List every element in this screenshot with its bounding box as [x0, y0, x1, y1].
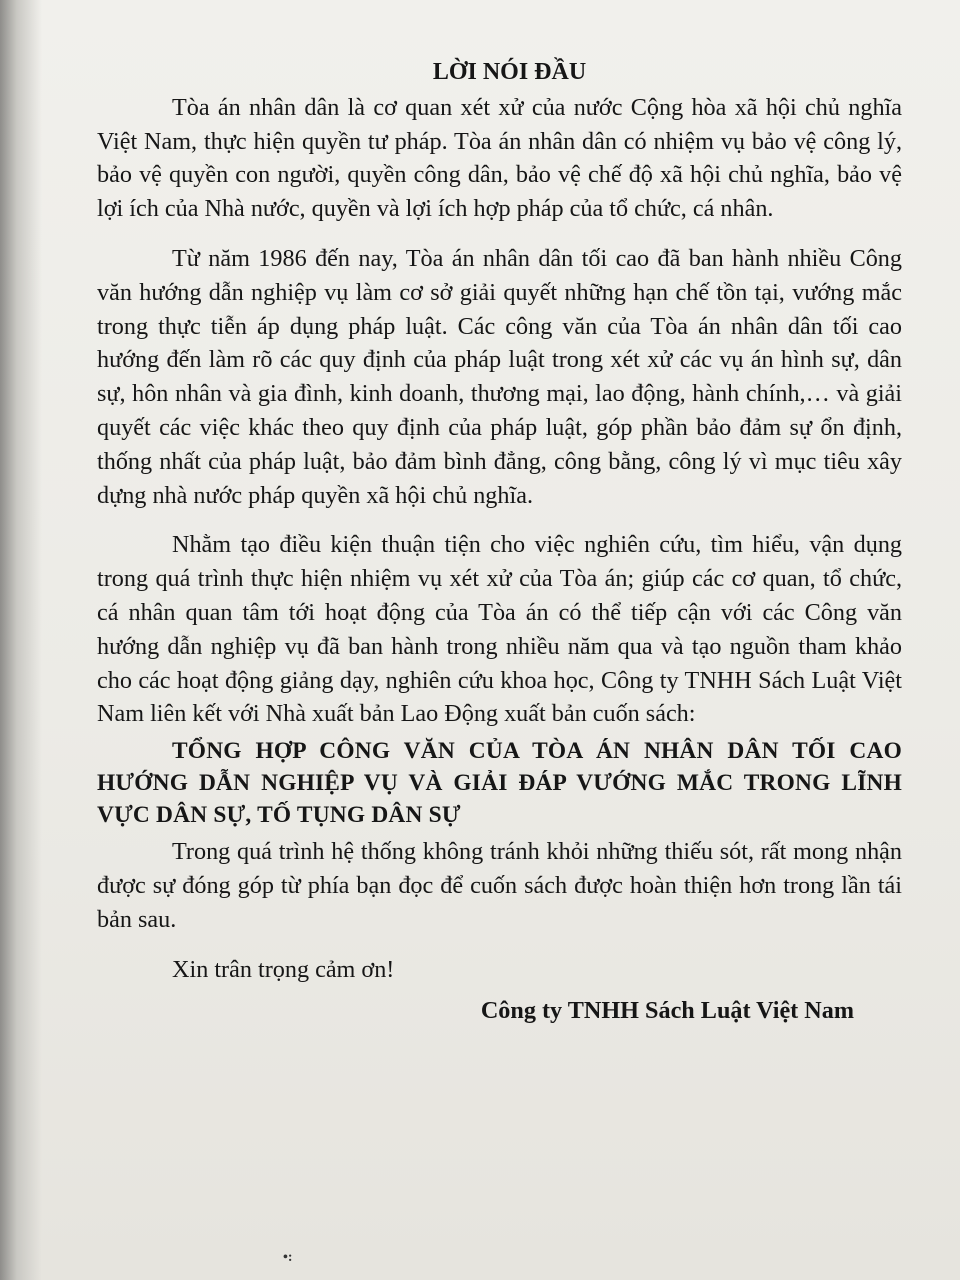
- closing-paragraph: Trong quá trình hệ thống không tránh khỏi những thiếu sót, rất mong nhận được sự đóng góp từ phía bạn đọc để cuốn sách được hoàn thiện hơn trong lần tái bản sau.: [97, 838, 902, 933]
- page-mark: •:: [283, 1250, 293, 1265]
- book-title: TỔNG HỢP CÔNG VĂN CỦA TÒA ÁN NHÂN DÂN TỐI CAO HƯỚNG DẪN NGHIỆP VỤ VÀ GIẢI ĐÁP VƯỚNG MẮC TRONG LĨNH VỰC DÂN SỰ, TỐ TỤNG DÂN SỰ: [97, 738, 902, 829]
- signature: Công ty TNHH Sách Luật Việt Nam: [480, 997, 854, 1025]
- paragraph-3: Nhằm tạo điều kiện thuận tiện cho việc nghiên cứu, tìm hiểu, vận dụng trong quá trình thực hiện nhiệm vụ xét xử của Tòa án; giúp các cơ quan, tổ chức, cá nhân quan tâm tới hoạt động của Tòa án có thể tiếp cận với các Công văn hướng dẫn nghiệp vụ đã ban hành trong nhiều năm qua và tạo nguồn tham khảo cho các hoạt động giảng dạy, nghiên cứu khoa học, Công ty TNHH Sách Luật Việt Nam liên kết với Nhà xuất bản Lao Động xuất bản cuốn sách:: [97, 531, 902, 728]
- paragraph-2: Từ năm 1986 đến nay, Tòa án nhân dân tối cao đã ban hành nhiều Công văn hướng dẫn nghiệp vụ làm cơ sở giải quyết những hạn chế tồn tại, vướng mắc trong thực tiễn áp dụng pháp luật. Các công văn của Tòa án nhân dân tối cao hướng đến làm rõ các quy định của pháp luật trong xét xử các vụ án hình sự, dân sự, hôn nhân và gia đình, kinh doanh, thương mại, lao động, hành chính,… và giải quyết các việc khác theo quy định của pháp luật, góp phần bảo đảm sự ổn định, thống nhất của pháp luật, bảo đảm bình đẳng, công bằng, công lý vì mục tiêu xây dựng nhà nước pháp quyền xã hội chủ nghĩa.: [97, 244, 902, 509]
- book-spine-shadow: [0, 0, 42, 1280]
- preface-heading: LỜI NÓI ĐẦU: [432, 59, 587, 85]
- paragraph-1: Tòa án nhân dân là cơ quan xét xử của nước Cộng hòa xã hội chủ nghĩa Việt Nam, thực hiện quyền tư pháp. Tòa án nhân dân có nhiệm vụ bảo vệ công lý, bảo vệ quyền con người, quyền công dân, bảo vệ chế độ xã hội chủ nghĩa, bảo vệ lợi ích của Nhà nước, quyền và lợi ích hợp pháp của tổ chức, cá nhân.: [97, 93, 902, 223]
- thanks-line: Xin trân trọng cảm ơn!: [172, 955, 395, 983]
- preface-content: [97, 56, 902, 1028]
